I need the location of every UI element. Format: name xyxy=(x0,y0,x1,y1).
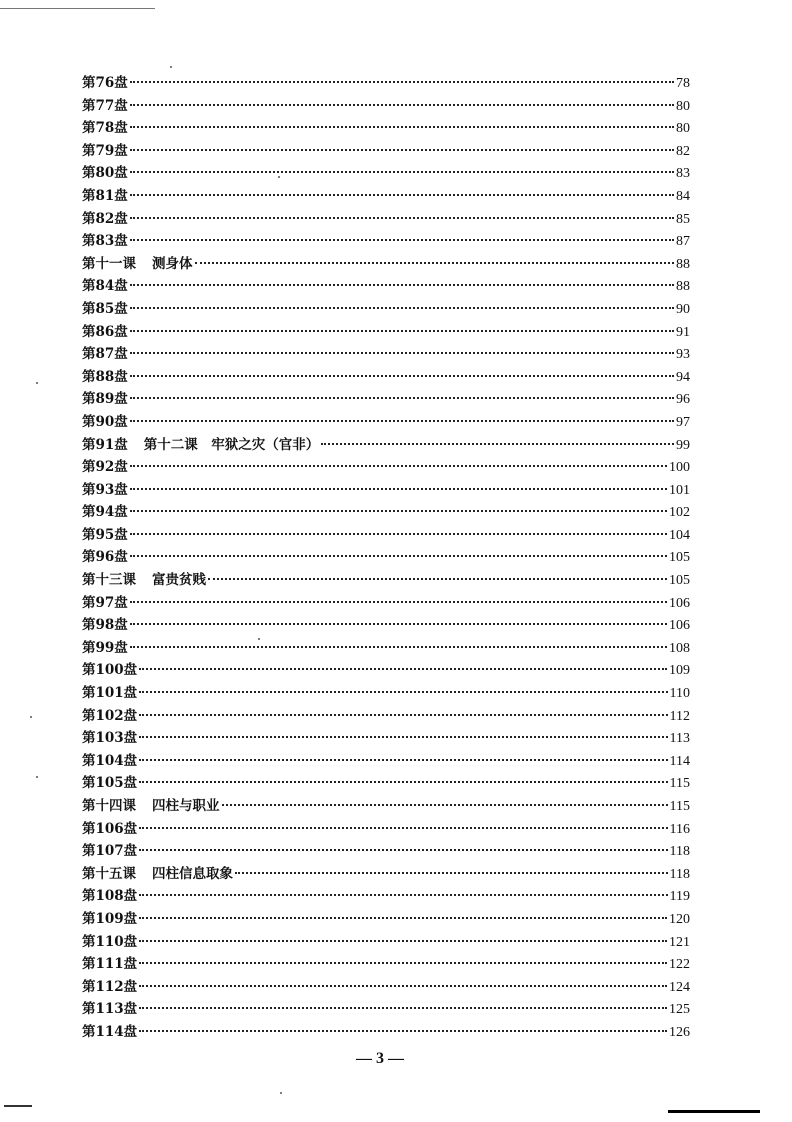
toc-entry-page: 83 xyxy=(676,166,690,182)
toc-entry-page: 114 xyxy=(669,753,690,769)
toc-entry-page: 85 xyxy=(676,211,690,227)
toc-entry-page: 116 xyxy=(669,821,690,837)
dot-leader xyxy=(139,827,667,829)
scan-speck xyxy=(36,776,38,778)
dot-leader xyxy=(139,759,667,761)
dot-leader xyxy=(130,330,674,332)
toc-entry-page: 112 xyxy=(669,708,690,724)
toc-entry-title: 第108盘 xyxy=(82,888,138,905)
toc-entry xyxy=(82,275,690,298)
toc-entry-title: 第89盘 xyxy=(82,391,128,408)
toc-entry-title: 第76盘 xyxy=(82,75,128,91)
toc-entry-page: 115 xyxy=(669,799,690,814)
toc-entry xyxy=(82,343,690,366)
toc-entry-page: 119 xyxy=(669,889,690,905)
dot-leader xyxy=(130,126,674,128)
toc-entry-page: 106 xyxy=(669,618,690,634)
toc-entry xyxy=(82,298,690,321)
toc-entry-title: 第83盘 xyxy=(82,233,128,250)
dot-leader xyxy=(130,420,674,422)
toc-entry xyxy=(82,727,690,750)
toc-entry-page: 96 xyxy=(676,392,690,408)
toc-entry xyxy=(82,117,690,140)
dot-leader xyxy=(139,894,667,896)
toc-entry-page: 91 xyxy=(676,324,690,340)
toc-entry-subtitle: 测身体 xyxy=(152,255,193,272)
toc-entry-subtitle: 富贵贫贱 xyxy=(152,572,206,589)
toc-entry-title: 第十四课 xyxy=(82,798,136,814)
toc-entry-page: 87 xyxy=(676,234,690,250)
toc-entry xyxy=(82,795,690,818)
toc-entry xyxy=(82,908,690,931)
toc-entry-page: 105 xyxy=(669,550,690,566)
toc-entry xyxy=(82,411,690,434)
toc-entry-page: 82 xyxy=(676,143,690,159)
toc-entry-title: 第88盘 xyxy=(82,368,128,385)
dot-leader xyxy=(130,171,674,173)
toc-entry xyxy=(82,321,690,344)
toc-entry-page: 122 xyxy=(669,957,690,973)
toc-entry-title: 第110盘 xyxy=(82,933,138,950)
toc-entry-page: 80 xyxy=(676,98,690,114)
toc-entry-subtitle: 第十二课 牢狱之灾（官非） xyxy=(143,436,320,453)
scan-artifact-line xyxy=(0,8,155,9)
toc-entry xyxy=(82,614,690,637)
dot-leader xyxy=(222,804,668,806)
toc-entry-title: 第111盘 xyxy=(82,956,138,973)
toc-entry-title: 第106盘 xyxy=(82,820,138,837)
toc-entry xyxy=(82,931,690,954)
toc-entry-title: 第98盘 xyxy=(82,617,128,634)
toc-entry xyxy=(82,162,690,185)
dot-leader xyxy=(130,488,667,490)
dot-leader xyxy=(139,714,667,716)
dot-leader xyxy=(139,1007,667,1009)
dot-leader xyxy=(139,962,667,964)
toc-entry-page: 100 xyxy=(669,460,690,476)
toc-entry-title: 第82盘 xyxy=(82,210,128,227)
toc-entry-page: 99 xyxy=(676,437,690,453)
dot-leader xyxy=(208,578,667,580)
toc-entry-page: 124 xyxy=(669,979,690,995)
toc-entry-page: 88 xyxy=(676,279,690,295)
toc-entry-page: 78 xyxy=(676,76,690,91)
toc-entry-title: 第94盘 xyxy=(82,504,128,521)
toc-entry-title: 第107盘 xyxy=(82,843,138,860)
dot-leader xyxy=(139,736,667,738)
toc-entry-page: 109 xyxy=(669,663,690,679)
dot-leader xyxy=(130,352,674,354)
scan-speck xyxy=(36,382,38,384)
scan-speck xyxy=(30,716,32,718)
toc-entry-page: 120 xyxy=(669,911,690,927)
toc-entry-title: 第86盘 xyxy=(82,323,128,340)
toc-entry xyxy=(82,230,690,253)
scan-speck xyxy=(278,176,280,178)
toc-entry-page: 84 xyxy=(676,188,690,204)
toc-entry-page: 80 xyxy=(676,121,690,137)
table-of-contents xyxy=(82,72,690,1044)
dot-leader xyxy=(130,284,674,286)
dot-leader xyxy=(130,81,674,83)
toc-entry-title: 第十五课 xyxy=(82,865,136,882)
dot-leader xyxy=(130,465,667,467)
toc-entry xyxy=(82,72,690,95)
dot-leader xyxy=(130,307,674,309)
toc-entry-page: 104 xyxy=(669,527,690,543)
toc-entry-title: 第84盘 xyxy=(82,278,128,295)
toc-entry xyxy=(82,140,690,163)
toc-entry xyxy=(82,569,690,592)
toc-entry-title: 第101盘 xyxy=(82,685,138,702)
toc-entry xyxy=(82,659,690,682)
dot-leader xyxy=(139,781,667,783)
toc-entry-title: 第95盘 xyxy=(82,526,128,543)
dot-leader xyxy=(139,691,667,693)
toc-entry-title: 第90盘 xyxy=(82,413,128,430)
toc-entry-page: 94 xyxy=(676,369,690,385)
dot-leader xyxy=(130,239,674,241)
toc-entry-title: 第113盘 xyxy=(82,1001,138,1018)
toc-entry-title: 第103盘 xyxy=(82,730,138,747)
toc-entry xyxy=(82,772,690,795)
toc-entry xyxy=(82,501,690,524)
toc-entry xyxy=(82,479,690,502)
toc-entry-page: 101 xyxy=(669,482,690,498)
dot-leader xyxy=(235,872,668,874)
toc-entry-title: 第112盘 xyxy=(82,978,138,995)
toc-entry-page: 113 xyxy=(669,731,690,747)
toc-entry xyxy=(82,434,690,457)
toc-entry-page: 106 xyxy=(669,595,690,611)
toc-entry-page: 88 xyxy=(676,256,690,272)
toc-entry-title: 第96盘 xyxy=(82,549,128,566)
scan-artifact-mark xyxy=(4,1105,32,1107)
dot-leader xyxy=(139,1030,667,1032)
toc-entry-page: 125 xyxy=(669,1002,690,1018)
toc-entry xyxy=(82,705,690,728)
toc-entry xyxy=(82,366,690,389)
dot-leader xyxy=(139,985,667,987)
dot-leader xyxy=(195,262,675,264)
toc-entry-title: 第91盘 xyxy=(82,436,128,453)
toc-entry-page: 102 xyxy=(669,505,690,521)
dot-leader xyxy=(139,668,667,670)
toc-entry xyxy=(82,682,690,705)
toc-entry-page: 126 xyxy=(669,1024,690,1040)
toc-entry-title: 第114盘 xyxy=(82,1023,138,1040)
toc-entry xyxy=(82,253,690,276)
toc-entry-subtitle: 四柱与职业 xyxy=(152,798,220,814)
toc-entry xyxy=(82,456,690,479)
scan-speck xyxy=(170,66,172,68)
toc-entry-title: 第105盘 xyxy=(82,775,138,792)
toc-entry xyxy=(82,953,690,976)
toc-entry-page: 93 xyxy=(676,347,690,363)
toc-entry-title: 第97盘 xyxy=(82,594,128,611)
toc-entry-title: 第81盘 xyxy=(82,187,128,204)
toc-entry-title: 第100盘 xyxy=(82,662,138,679)
toc-entry xyxy=(82,637,690,660)
toc-entry xyxy=(82,976,690,999)
page-number: — 3 — xyxy=(356,1050,404,1067)
toc-entry xyxy=(82,524,690,547)
dot-leader xyxy=(321,443,674,445)
toc-entry-page: 105 xyxy=(669,573,690,589)
toc-entry xyxy=(82,885,690,908)
toc-entry-title: 第十一课 xyxy=(82,255,136,272)
dot-leader xyxy=(130,646,667,648)
toc-entry-page: 118 xyxy=(669,866,690,882)
dot-leader xyxy=(130,104,674,106)
toc-entry-title: 第十三课 xyxy=(82,572,136,589)
toc-entry xyxy=(82,185,690,208)
toc-entry-title: 第85盘 xyxy=(82,300,128,317)
dot-leader xyxy=(139,917,667,919)
dot-leader xyxy=(139,849,667,851)
toc-entry xyxy=(82,840,690,863)
dot-leader xyxy=(130,623,667,625)
scan-artifact-bar xyxy=(668,1110,760,1113)
toc-entry xyxy=(82,388,690,411)
toc-entry-title: 第79盘 xyxy=(82,142,128,159)
dot-leader xyxy=(130,601,667,603)
dot-leader xyxy=(130,397,674,399)
toc-entry-page: 97 xyxy=(676,414,690,430)
scan-speck xyxy=(258,638,260,640)
toc-entry-title: 第93盘 xyxy=(82,481,128,498)
dot-leader xyxy=(130,217,674,219)
dot-leader xyxy=(139,940,667,942)
toc-entry-page: 118 xyxy=(669,844,690,860)
toc-entry xyxy=(82,208,690,231)
toc-entry-title: 第77盘 xyxy=(82,97,128,114)
toc-entry-page: 121 xyxy=(669,934,690,950)
dot-leader xyxy=(130,194,674,196)
toc-entry-title: 第99盘 xyxy=(82,639,128,656)
scan-speck xyxy=(280,1092,282,1094)
dot-leader xyxy=(130,149,674,151)
toc-entry-title: 第92盘 xyxy=(82,459,128,476)
toc-entry-title: 第102盘 xyxy=(82,707,138,724)
toc-entry xyxy=(82,95,690,118)
toc-entry xyxy=(82,998,690,1021)
dot-leader xyxy=(130,533,667,535)
toc-entry xyxy=(82,592,690,615)
dot-leader xyxy=(130,510,667,512)
toc-entry-page: 110 xyxy=(669,686,690,702)
toc-entry-page: 90 xyxy=(676,301,690,317)
toc-entry xyxy=(82,818,690,841)
dot-leader xyxy=(130,375,674,377)
toc-entry-subtitle: 四柱信息取象 xyxy=(152,865,233,882)
toc-entry-title: 第87盘 xyxy=(82,346,128,363)
toc-entry xyxy=(82,1021,690,1044)
toc-entry xyxy=(82,863,690,886)
toc-entry-page: 115 xyxy=(669,776,690,792)
toc-entry-page: 108 xyxy=(669,640,690,656)
toc-entry-title: 第109盘 xyxy=(82,910,138,927)
toc-entry-title: 第104盘 xyxy=(82,752,138,769)
toc-entry-title: 第80盘 xyxy=(82,165,128,182)
toc-entry xyxy=(82,546,690,569)
toc-entry-title: 第78盘 xyxy=(82,120,128,137)
toc-entry xyxy=(82,750,690,773)
dot-leader xyxy=(130,555,667,557)
